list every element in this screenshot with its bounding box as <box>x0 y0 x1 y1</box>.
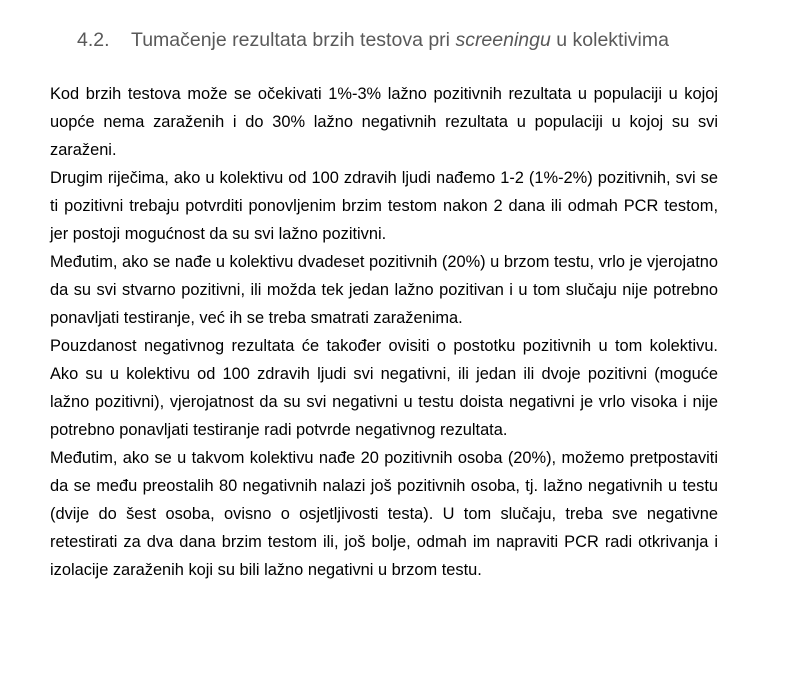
section-heading <box>77 25 767 55</box>
paragraph-many-positives: Međutim, ako se nađe u kolektivu dvadeset pozitivnih (20%) u brzom testu, vrlo je vjerojatno da su svi stvarno pozitivni, ili možda tek jedan lažno pozitivan i u tom slučaju nije potrebno ponavljati testiranje, već ih se treba smatrati zaraženima. <box>50 253 718 327</box>
section-number: 4.2. <box>77 29 110 51</box>
section-title-emphasis: screeningu <box>455 29 551 51</box>
paragraph-false-rates: Kod brzih testova može se očekivati 1%-3% lažno pozitivnih rezultata u populaciji u kojoj uopće nema zaraženih i do 30% lažno negativnih rezultata u populaciji u kojoj su svi zaraženi. <box>50 85 718 159</box>
paragraph-retesting: Međutim, ako se u takvom kolektivu nađe 20 pozitivnih osoba (20%), možemo pretpostaviti da se među preostalih 80 negativnih nalazi još pozitivnih osoba, tj. lažno negativnih u testu (dvije do šest osoba, ovisno o osjetljivosti testa). U tom slučaju, treba sve negativne retestirati za dva dana brzim testom ili, još bolje, odmah im napraviti PCR radi otkrivanja i izolacije zaraženih koji su bili lažno negativni u brzom testu. <box>50 449 718 579</box>
paragraph-few-positives: Drugim riječima, ako u kolektivu od 100 zdravih ljudi nađemo 1-2 (1%-2%) pozitivnih, svi se ti pozitivni trebaju potvrditi ponovljenim brzim testom nakon 2 dana ili odmah PCR testom, jer postoji mogućnost da su svi lažno pozitivni. <box>50 169 718 243</box>
section-title-end: u kolektivima <box>550 29 669 51</box>
paragraph-negative-reliability: Pouzdanost negativnog rezultata će također ovisiti o postotku pozitivnih u tom kolektivu. Ako su u kolektivu od 100 zdravih ljudi svi negativni, ili jedan ili dvoje pozitivni (moguće lažno pozitivni), vjerojatnost da su svi negativni u testu doista negativni je vrlo visoka i nije potrebno ponavljati testiranje radi potvrde negativnog rezultata. <box>50 337 718 439</box>
body-text <box>50 80 718 584</box>
section-title-start: Tumačenje rezultata brzih testova pri <box>131 29 456 51</box>
